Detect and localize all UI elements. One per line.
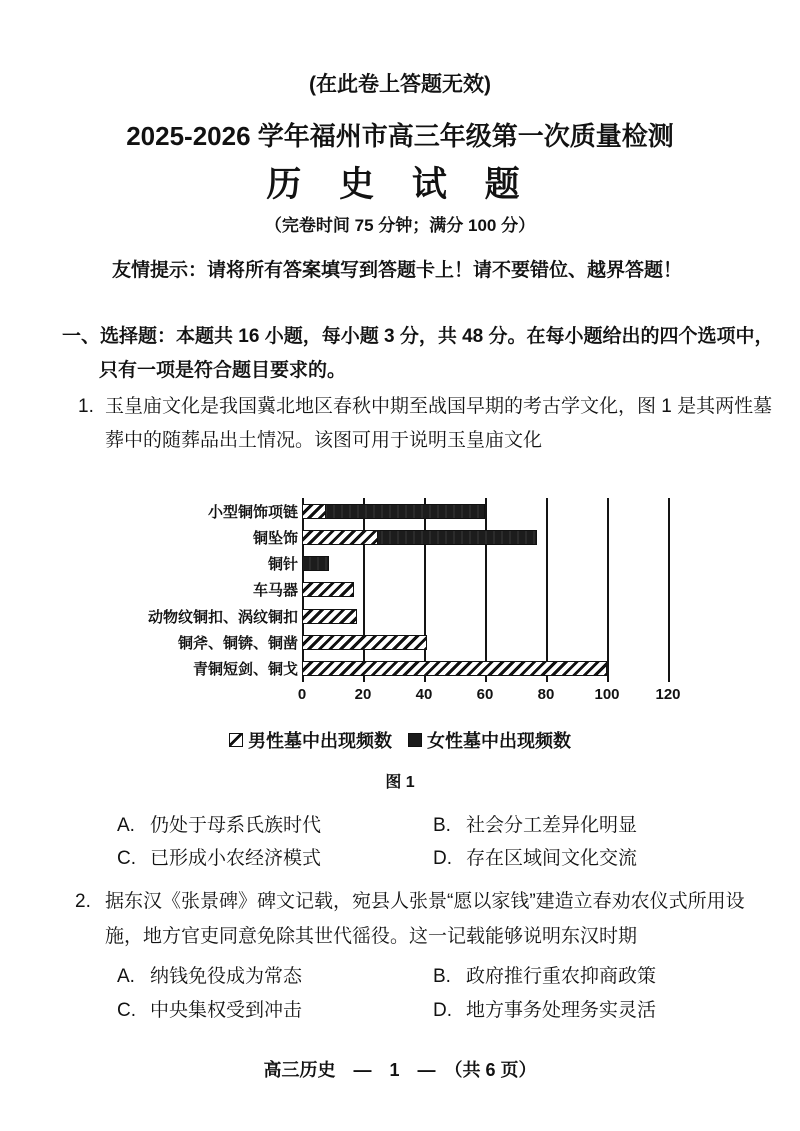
legend-male-label: 男性墓中出现频数 — [248, 731, 392, 751]
q2-option-b — [433, 966, 656, 989]
time-score-note: （完卷时间 75 分钟；满分 100 分） — [264, 216, 536, 235]
section-heading-line1: 一、选择题：本题共 16 小题，每小题 3 分，共 48 分。在每小题给出的四个选项中， — [62, 326, 774, 347]
chart-rows-layer — [133, 498, 668, 682]
chart-track — [302, 609, 668, 624]
chart-row — [133, 603, 668, 629]
q2-option-d-label: D. — [433, 1000, 452, 1021]
q2-option-c-text: 中央集权受到冲击 — [150, 1000, 303, 1021]
q2-option-a-text: 纳钱免役成为常态 — [150, 966, 303, 987]
question-1-number: 1. — [78, 396, 94, 417]
x-axis-ticks — [133, 686, 683, 708]
q2-option-a-label: A. — [117, 966, 135, 987]
chart-track — [302, 582, 668, 597]
subject-title: 历 史 试 题 — [266, 165, 534, 204]
bar-male-tomb-frequency — [302, 504, 326, 519]
q2-option-d — [433, 1000, 656, 1023]
female-solid-swatch-icon — [408, 733, 422, 747]
x-axis-tick-label: 60 — [476, 686, 494, 703]
question-2-line2: 施，地方官吏同意免除其世代徭役。这一记载能够说明东汉时期 — [105, 926, 638, 947]
chart-category-label: 车马器 — [252, 582, 298, 600]
q1-option-a-text: 仍处于母系氏族时代 — [150, 815, 322, 836]
chart-row — [133, 656, 668, 682]
exam-title: 2025-2026 学年福州市高三年级第一次质量检测 — [126, 121, 674, 151]
chart-category-label: 铜坠饰 — [252, 529, 298, 547]
chart-legend — [0, 727, 800, 753]
chart-category-label: 铜斧、铜锛、铜凿 — [177, 635, 298, 653]
q2-option-c — [117, 1000, 302, 1023]
bar-male-tomb-frequency — [302, 530, 378, 545]
chart-row — [133, 551, 668, 577]
figure-1-caption: 图 1 — [385, 774, 415, 791]
bar-male-tomb-frequency — [302, 609, 357, 624]
bar-female-tomb-frequency — [302, 504, 485, 519]
q1-option-d — [433, 848, 637, 871]
q1-option-a-label: A. — [117, 815, 135, 836]
q1-option-b-text: 社会分工差异化明显 — [466, 815, 638, 836]
chart-gridline — [668, 498, 670, 682]
chart-category-label: 动物纹铜扣、涡纹铜扣 — [147, 608, 298, 626]
chart-track — [302, 504, 668, 519]
x-axis-tick-label: 20 — [354, 686, 372, 703]
section-heading-line2: 只有一项是符合题目要求的。 — [99, 360, 347, 381]
figure-1-bar-chart — [133, 490, 683, 710]
chart-row — [133, 498, 668, 524]
x-axis-tick-label: 40 — [415, 686, 433, 703]
bar-male-tomb-frequency — [302, 582, 354, 597]
question-1-line2: 葬中的随葬品出土情况。该图可用于说明玉皇庙文化 — [105, 430, 543, 451]
reminder-note: 友情提示：请将所有答案填写到答题卡上！请不要错位、越界答题！ — [112, 260, 683, 281]
q1-option-d-text: 存在区域间文化交流 — [466, 848, 638, 869]
bar-male-tomb-frequency — [302, 661, 607, 676]
male-hatch-swatch-icon — [229, 733, 243, 747]
chart-track — [302, 635, 668, 650]
question-2-number: 2. — [75, 891, 91, 912]
q2-option-d-text: 地方事务处理务实灵活 — [466, 1000, 657, 1021]
q1-option-a — [117, 815, 321, 838]
q2-option-c-label: C. — [117, 1000, 136, 1021]
chart-track — [302, 556, 668, 571]
page-footer: 高三历史 — 1 — （共 6 页） — [263, 1060, 537, 1080]
question-2-line1: 据东汉《张景碑》碑文记载，宛县人张景“愿以家钱”建造立春劝农仪式所用设 — [105, 891, 745, 912]
chart-track — [302, 661, 668, 676]
q1-option-c — [117, 848, 321, 871]
chart-row — [133, 630, 668, 656]
chart-track — [302, 530, 668, 545]
chart-row — [133, 524, 668, 550]
chart-category-label: 青铜短剑、铜戈 — [192, 661, 298, 679]
legend-item-male — [229, 727, 392, 753]
q1-option-b-label: B. — [433, 815, 451, 836]
bar-male-tomb-frequency — [302, 635, 427, 650]
q1-option-d-label: D. — [433, 848, 452, 869]
x-axis-tick-label: 100 — [594, 686, 620, 703]
chart-category-label: 铜针 — [267, 556, 298, 574]
chart-category-label: 小型铜饰项链 — [207, 503, 298, 521]
invalid-note: (在此卷上答题无效) — [309, 73, 491, 96]
q2-option-b-label: B. — [433, 966, 451, 987]
x-axis-tick-label: 80 — [537, 686, 555, 703]
legend-item-female — [408, 727, 571, 753]
q1-option-c-text: 已形成小农经济模式 — [150, 848, 322, 869]
q2-option-b-text: 政府推行重农抑商政策 — [466, 966, 657, 987]
question-1-line1: 玉皇庙文化是我国冀北地区春秋中期至战国早期的考古学文化，图 1 是其两性墓 — [105, 396, 773, 417]
x-axis-tick-label: 120 — [655, 686, 681, 703]
bar-female-tomb-frequency — [302, 556, 329, 571]
q2-option-a — [117, 966, 302, 989]
q1-option-b — [433, 815, 637, 838]
x-axis-tick-label: 0 — [297, 686, 307, 703]
legend-female-label: 女性墓中出现频数 — [427, 731, 571, 751]
chart-row — [133, 577, 668, 603]
q1-option-c-label: C. — [117, 848, 136, 869]
